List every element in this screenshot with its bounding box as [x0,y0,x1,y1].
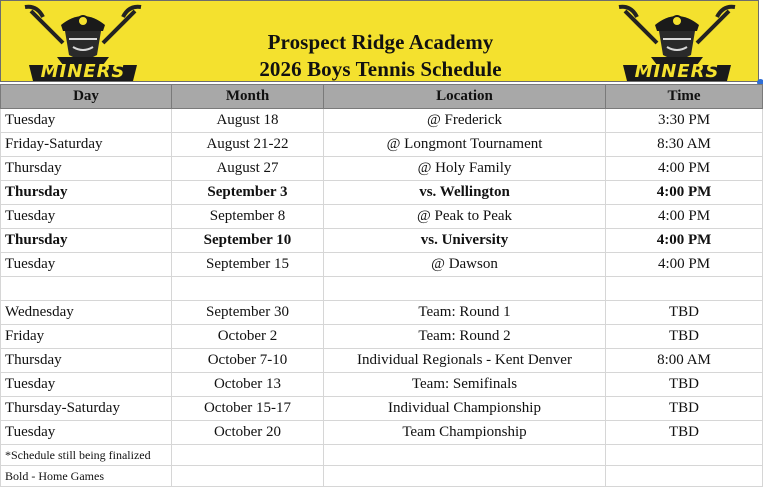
cell-time[interactable]: TBD [606,325,763,349]
table-row [1,205,763,229]
cell-month[interactable]: August 18 [172,109,324,133]
cell-month[interactable]: August 21-22 [172,133,324,157]
cell-month[interactable] [172,277,324,301]
cell-day[interactable]: Thursday [1,349,172,373]
cell-month[interactable]: September 15 [172,253,324,277]
cell-time[interactable]: 8:00 AM [606,349,763,373]
cell-month[interactable]: October 13 [172,373,324,397]
cell-location[interactable]: @ Frederick [324,109,606,133]
cell-day[interactable]: Friday [1,325,172,349]
table-row [1,253,763,277]
cell-time[interactable]: 4:00 PM [606,229,763,253]
note-row [1,445,763,466]
table-row [1,133,763,157]
table-row [1,157,763,181]
empty-cell[interactable] [324,445,606,466]
note-bold-home-games[interactable]: Bold - Home Games [1,466,172,487]
column-header-location[interactable]: Location [324,85,606,109]
header-row [1,85,763,109]
cell-day[interactable]: Tuesday [1,253,172,277]
note-schedule-finalized[interactable]: *Schedule still being finalized [1,445,172,466]
cell-day[interactable]: Friday-Saturday [1,133,172,157]
cell-month[interactable]: October 15-17 [172,397,324,421]
header-banner [0,0,759,82]
cell-day[interactable]: Wednesday [1,301,172,325]
table-row-home-game [1,181,763,205]
cell-day[interactable]: Tuesday [1,205,172,229]
cell-time[interactable]: 4:00 PM [606,205,763,229]
cell-time[interactable]: TBD [606,421,763,445]
table-row [1,349,763,373]
cell-location[interactable]: @ Holy Family [324,157,606,181]
cell-location[interactable]: Team: Semifinals [324,373,606,397]
cell-time[interactable]: TBD [606,397,763,421]
logo-text: MINERS [634,61,720,82]
table-row [1,109,763,133]
column-header-day[interactable]: Day [1,85,172,109]
cell-month[interactable]: August 27 [172,157,324,181]
cell-time[interactable]: TBD [606,373,763,397]
cell-time[interactable]: 8:30 AM [606,133,763,157]
cell-month[interactable]: September 3 [172,181,324,205]
cell-location[interactable]: Individual Championship [324,397,606,421]
empty-cell[interactable] [172,445,324,466]
cell-location[interactable]: vs. Wellington [324,181,606,205]
cell-location[interactable]: @ Peak to Peak [324,205,606,229]
empty-cell[interactable] [324,466,606,487]
empty-cell[interactable] [606,445,763,466]
cell-location[interactable]: Team Championship [324,421,606,445]
cell-location[interactable]: Individual Regionals - Kent Denver [324,349,606,373]
schedule-title: 2026 Boys Tennis Schedule [259,57,502,81]
cell-location[interactable] [324,277,606,301]
cell-month[interactable]: October 7-10 [172,349,324,373]
school-name: Prospect Ridge Academy [267,30,494,54]
table-row [1,421,763,445]
table-row [1,397,763,421]
logo-text: MINERS [40,61,126,82]
cell-month[interactable]: September 8 [172,205,324,229]
empty-cell[interactable] [172,466,324,487]
cell-day[interactable]: Thursday [1,157,172,181]
cell-day[interactable]: Tuesday [1,109,172,133]
cell-time[interactable]: 3:30 PM [606,109,763,133]
cell-day[interactable] [1,277,172,301]
column-header-time[interactable]: Time [606,85,763,109]
cell-time[interactable]: 4:00 PM [606,157,763,181]
cell-time[interactable]: TBD [606,301,763,325]
column-header-month[interactable]: Month [172,85,324,109]
cell-day[interactable]: Tuesday [1,373,172,397]
cell-time[interactable]: 4:00 PM [606,181,763,205]
cell-day[interactable]: Thursday [1,181,172,205]
cell-day[interactable]: Thursday [1,229,172,253]
cell-location[interactable]: Team: Round 1 [324,301,606,325]
table-row [1,301,763,325]
cell-day[interactable]: Tuesday [1,421,172,445]
cell-month[interactable]: October 20 [172,421,324,445]
schedule-table [0,84,763,487]
cell-location[interactable]: @ Dawson [324,253,606,277]
cell-month[interactable]: October 2 [172,325,324,349]
cell-day[interactable]: Thursday-Saturday [1,397,172,421]
cell-month[interactable]: September 30 [172,301,324,325]
miners-logo-right [617,3,737,83]
note-row [1,466,763,487]
empty-cell[interactable] [606,466,763,487]
table-row [1,325,763,349]
cell-month[interactable]: September 10 [172,229,324,253]
cell-time[interactable]: 4:00 PM [606,253,763,277]
cell-location[interactable]: Team: Round 2 [324,325,606,349]
cell-time[interactable] [606,277,763,301]
table-row [1,373,763,397]
table-row-empty [1,277,763,301]
cell-location[interactable]: vs. University [324,229,606,253]
table-row-home-game [1,229,763,253]
cell-location[interactable]: @ Longmont Tournament [324,133,606,157]
